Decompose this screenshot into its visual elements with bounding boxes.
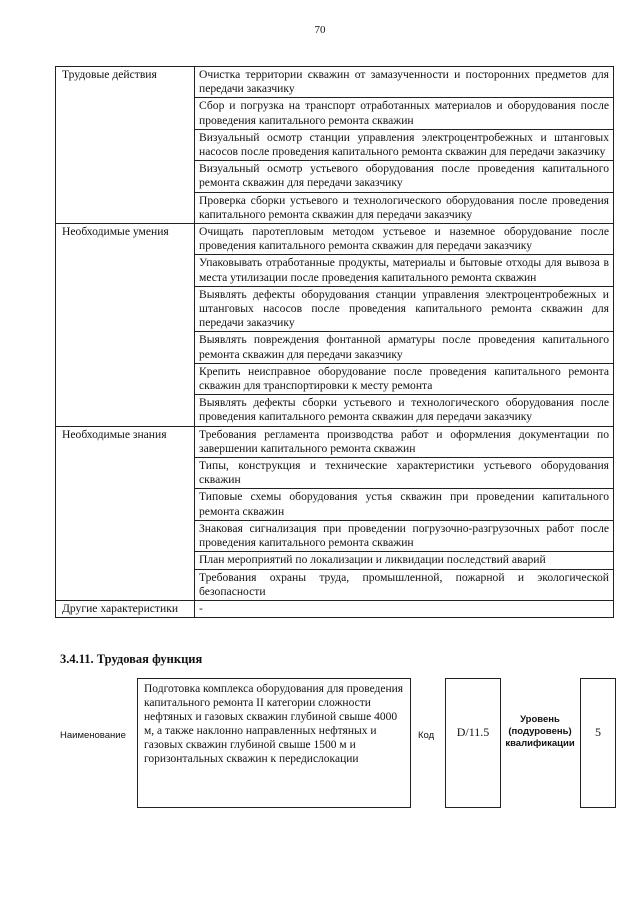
row-item-text: - xyxy=(195,600,614,617)
row-group-label: Трудовые действия xyxy=(56,67,195,224)
row-item-text: Типовые схемы оборудования устья скважин при проведении капитального ремонта скважин xyxy=(195,489,614,520)
row-item-text: Выявлять повреждения фонтанной арматуры после проведения капитального ремонта скважин для передачи заказчику xyxy=(195,332,614,363)
table-row xyxy=(56,600,614,617)
name-label: Наименование xyxy=(60,730,126,741)
row-item-text: Очистка территории скважин от замазученности и посторонних предметов для передачи заказчику xyxy=(195,67,614,98)
row-group-label: Другие характеристики xyxy=(56,600,195,617)
row-item-text: Знаковая сигнализация при проведении погрузочно-разгрузочных работ после проведения капитального ремонта скважин xyxy=(195,520,614,551)
row-item-text: Очищать паротепловым методом устьевое и наземное оборудование после проведения капитального ремонта скважин для передачи заказчику xyxy=(195,224,614,255)
row-item-text: Визуальный осмотр станции управления электроцентробежных и штанговых насосов после проведения капитального ремонта скважин для передачи заказчику xyxy=(195,129,614,160)
code-label: Код xyxy=(418,730,435,741)
name-value-box: Подготовка комплекса оборудования для проведения капитального ремонта II категории сложности нефтяных и газовых скважин глубиной свыше 4000 м, а также наклонно направленных нефтяных и газовых скважин глубиной свыше 1500 м и горизонтальных скважин к передислокации xyxy=(137,678,411,808)
row-item-text: Сбор и погрузка на транспорт отработанных материалов и оборудования после проведения капитального ремонта скважин xyxy=(195,98,614,129)
row-item-text: Упаковывать отработанные продукты, материалы и бытовые отходы для вывоза в места утилизации после проведения капитального ремонта скважин xyxy=(195,255,614,286)
row-item-text: Типы, конструкция и технические характеристики устьевого оборудования скважин xyxy=(195,458,614,489)
row-item-text: Выявлять дефекты сборки устьевого и технологического оборудования после проведения капитального ремонта скважин для передачи заказчику xyxy=(195,395,614,426)
code-value-box: D/11.5 xyxy=(445,678,501,808)
row-item-text: План мероприятий по локализации и ликвидации последствий аварий xyxy=(195,552,614,569)
row-group-label: Необходимые знания xyxy=(56,426,195,600)
row-item-text: Требования регламента производства работ и оформления документации по завершении капитального ремонта скважин xyxy=(195,426,614,457)
page-number: 70 xyxy=(314,24,326,36)
row-item-text: Проверка сборки устьевого и технологического оборудования после проведения капитального ремонта скважин для передачи заказчику xyxy=(195,192,614,223)
work-function-table-body xyxy=(56,67,614,618)
work-function-table xyxy=(55,66,614,618)
row-item-text: Выявлять дефекты оборудования станции управления электроцентробежных и штанговых насосов после проведения капитального ремонта скважин для передачи заказчику xyxy=(195,286,614,332)
row-group-label: Необходимые умения xyxy=(56,224,195,427)
table-row xyxy=(56,67,614,98)
section-heading: 3.4.11. Трудовая функция xyxy=(60,652,203,666)
qualification-level-value-box: 5 xyxy=(580,678,616,808)
table-row xyxy=(56,224,614,255)
row-item-text: Визуальный осмотр устьевого оборудования после проведения капитального ремонта скважин для передачи заказчику xyxy=(195,161,614,192)
table-row xyxy=(56,426,614,457)
qualification-level-label: Уровень (подуровень) квалификации xyxy=(505,714,575,749)
row-item-text: Крепить неисправное оборудование после проведения капитального ремонта скважин для транспортировки к месту ремонта xyxy=(195,363,614,394)
work-function-header xyxy=(0,678,640,813)
row-item-text: Требования охраны труда, промышленной, пожарной и экологической безопасности xyxy=(195,569,614,600)
